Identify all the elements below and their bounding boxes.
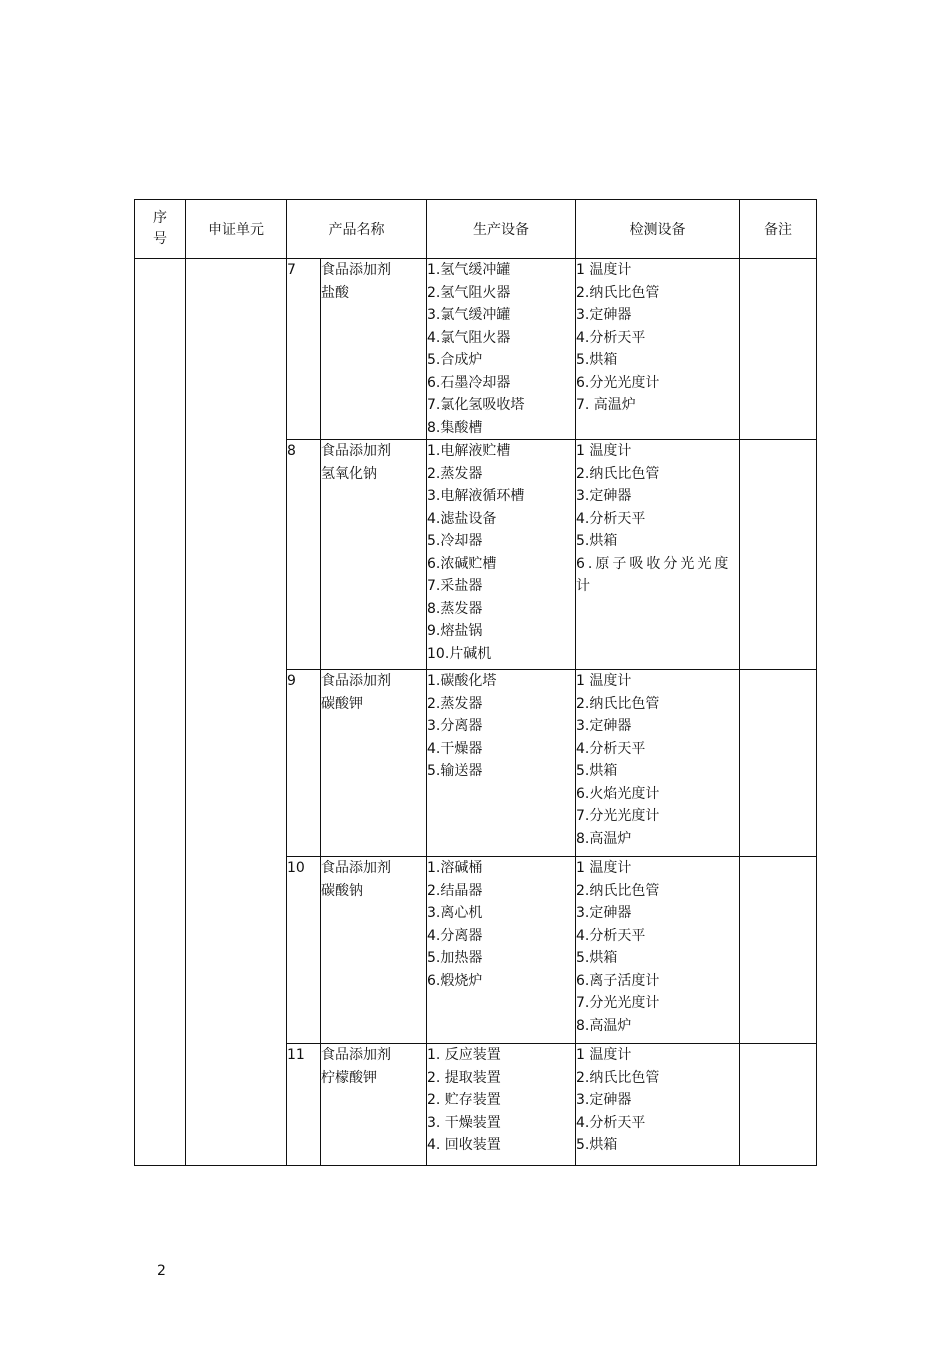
list-item: 4.分析天平 [576, 927, 646, 944]
list-item: 1 温度计 [576, 860, 632, 876]
list-item: 2.纳氏比色管 [576, 465, 660, 482]
list-item: 6.石墨冷却器 [427, 374, 511, 391]
list-item: 4.氯气阻火器 [427, 329, 511, 346]
list-item: 4.滤盐设备 [427, 510, 497, 527]
product-name-line2: 碳酸钠 [321, 882, 363, 899]
list-item: 4.分析天平 [576, 510, 646, 527]
remarks-cell [740, 670, 817, 857]
list-item: 1.碳酸化塔 [427, 673, 497, 689]
product-name-line1: 食品添加剂 [321, 673, 391, 689]
row-number: 7 [287, 259, 321, 440]
list-item: 1 温度计 [576, 673, 632, 689]
remarks-cell [740, 857, 817, 1044]
header-product: 产品名称 [287, 200, 427, 259]
list-item: 8.高温炉 [576, 1017, 632, 1034]
list-item: 7.氯化氢吸收塔 [427, 397, 525, 413]
list-item: 2.蒸发器 [427, 695, 483, 712]
row-number: 10 [287, 857, 321, 1044]
production-equipment-cell [427, 440, 576, 670]
list-item: 3.离心机 [427, 905, 483, 921]
list-item: 1 温度计 [576, 443, 632, 459]
product-name-cell [321, 857, 427, 1044]
list-item: 1.电解液贮槽 [427, 443, 511, 459]
list-item: 7.分光光度计 [576, 808, 660, 824]
list-item: 7. 高温炉 [576, 397, 636, 413]
list-item: 4.分析天平 [576, 1114, 646, 1131]
list-item: 6.火焰光度计 [576, 785, 660, 802]
list-item: 2. 贮存装置 [427, 1092, 501, 1108]
list-item: 5.烘箱 [576, 763, 618, 779]
list-item: 6.浓碱贮槽 [427, 555, 497, 572]
list-item: 8.高温炉 [576, 830, 632, 847]
unit-cell [186, 259, 287, 1166]
list-item: 6.离子活度计 [576, 972, 660, 989]
product-name-line2: 盐酸 [321, 284, 349, 301]
list-item: 2. 提取装置 [427, 1069, 501, 1086]
testing-equipment-cell [576, 857, 740, 1044]
product-name-line2: 碳酸钾 [321, 695, 363, 712]
seq-cell [135, 259, 186, 1166]
testing-equipment-cell [576, 670, 740, 857]
testing-equipment-cell [576, 440, 740, 670]
header-remarks: 备注 [740, 200, 817, 259]
list-item: 9.熔盐锅 [427, 623, 483, 639]
list-item: 4.分离器 [427, 927, 483, 944]
row-number: 8 [287, 440, 321, 670]
list-item: 3.电解液循环槽 [427, 488, 525, 504]
table-row [135, 259, 817, 440]
list-item: 4.干燥器 [427, 740, 483, 757]
list-item: 8.蒸发器 [427, 600, 483, 617]
list-item: 4.分析天平 [576, 740, 646, 757]
header-testing-equipment: 检测设备 [576, 200, 740, 259]
list-item: 3. 干燥装置 [427, 1114, 501, 1131]
list-item: 5.合成炉 [427, 352, 483, 368]
list-item: 5.冷却器 [427, 533, 483, 549]
list-item: 5.烘箱 [576, 533, 618, 549]
list-item: 6.原子吸收分光光度计 [576, 555, 732, 594]
list-item: 1. 反应装置 [427, 1047, 501, 1063]
list-item: 2.纳氏比色管 [576, 1069, 660, 1086]
production-equipment-cell [427, 857, 576, 1044]
list-item: 2.纳氏比色管 [576, 882, 660, 899]
list-item: 1.溶碱桶 [427, 860, 483, 876]
list-item: 3.定砷器 [576, 1092, 632, 1108]
list-item: 5.烘箱 [576, 950, 618, 966]
list-item: 1 温度计 [576, 262, 632, 278]
list-item: 1 温度计 [576, 1047, 632, 1063]
header-production-equipment: 生产设备 [427, 200, 576, 259]
list-item: 6.煅烧炉 [427, 972, 483, 989]
list-item: 2.蒸发器 [427, 465, 483, 482]
list-item: 6.分光光度计 [576, 374, 660, 391]
list-item: 2.结晶器 [427, 882, 483, 899]
product-name-line1: 食品添加剂 [321, 262, 391, 278]
list-item: 3.分离器 [427, 718, 483, 734]
list-item: 5.烘箱 [576, 1137, 618, 1153]
list-item: 3.氯气缓冲罐 [427, 307, 511, 323]
list-item: 1.氢气缓冲罐 [427, 262, 511, 278]
remarks-cell [740, 440, 817, 670]
row-number: 9 [287, 670, 321, 857]
product-name-cell [321, 670, 427, 857]
list-item: 2.纳氏比色管 [576, 695, 660, 712]
list-item: 5.烘箱 [576, 352, 618, 368]
list-item: 7.分光光度计 [576, 995, 660, 1011]
header-seq-line1: 序 [153, 210, 167, 226]
list-item: 3.定砷器 [576, 488, 632, 504]
product-name-cell [321, 440, 427, 670]
list-item: 2.纳氏比色管 [576, 284, 660, 301]
list-item: 2.氢气阻火器 [427, 284, 511, 301]
product-name-line1: 食品添加剂 [321, 443, 391, 459]
production-equipment-cell [427, 259, 576, 440]
production-equipment-cell [427, 1044, 576, 1166]
remarks-cell [740, 259, 817, 440]
header-seq [135, 200, 186, 259]
list-item: 4. 回收装置 [427, 1137, 501, 1153]
row-number: 11 [287, 1044, 321, 1166]
list-item: 3.定砷器 [576, 307, 632, 323]
list-item: 5.输送器 [427, 763, 483, 779]
product-name-line1: 食品添加剂 [321, 860, 391, 876]
list-item: 10.片碱机 [427, 645, 492, 662]
production-equipment-cell [427, 670, 576, 857]
testing-equipment-cell [576, 259, 740, 440]
product-name-cell [321, 1044, 427, 1166]
product-name-line2: 氢氧化钠 [321, 465, 377, 482]
list-item: 7.采盐器 [427, 578, 483, 594]
product-name-line2: 柠檬酸钾 [321, 1069, 377, 1086]
testing-equipment-cell [576, 1044, 740, 1166]
remarks-cell [740, 1044, 817, 1166]
product-name-line1: 食品添加剂 [321, 1047, 391, 1063]
product-name-cell [321, 259, 427, 440]
list-item: 5.加热器 [427, 950, 483, 966]
list-item: 3.定砷器 [576, 718, 632, 734]
page-number: 2 [157, 1263, 166, 1279]
list-item: 3.定砷器 [576, 905, 632, 921]
header-seq-line2: 号 [153, 231, 167, 247]
table-header-row [135, 200, 817, 259]
list-item: 8.集酸槽 [427, 419, 483, 436]
equipment-table [134, 199, 817, 1166]
list-item: 4.分析天平 [576, 329, 646, 346]
header-unit: 申证单元 [186, 200, 287, 259]
